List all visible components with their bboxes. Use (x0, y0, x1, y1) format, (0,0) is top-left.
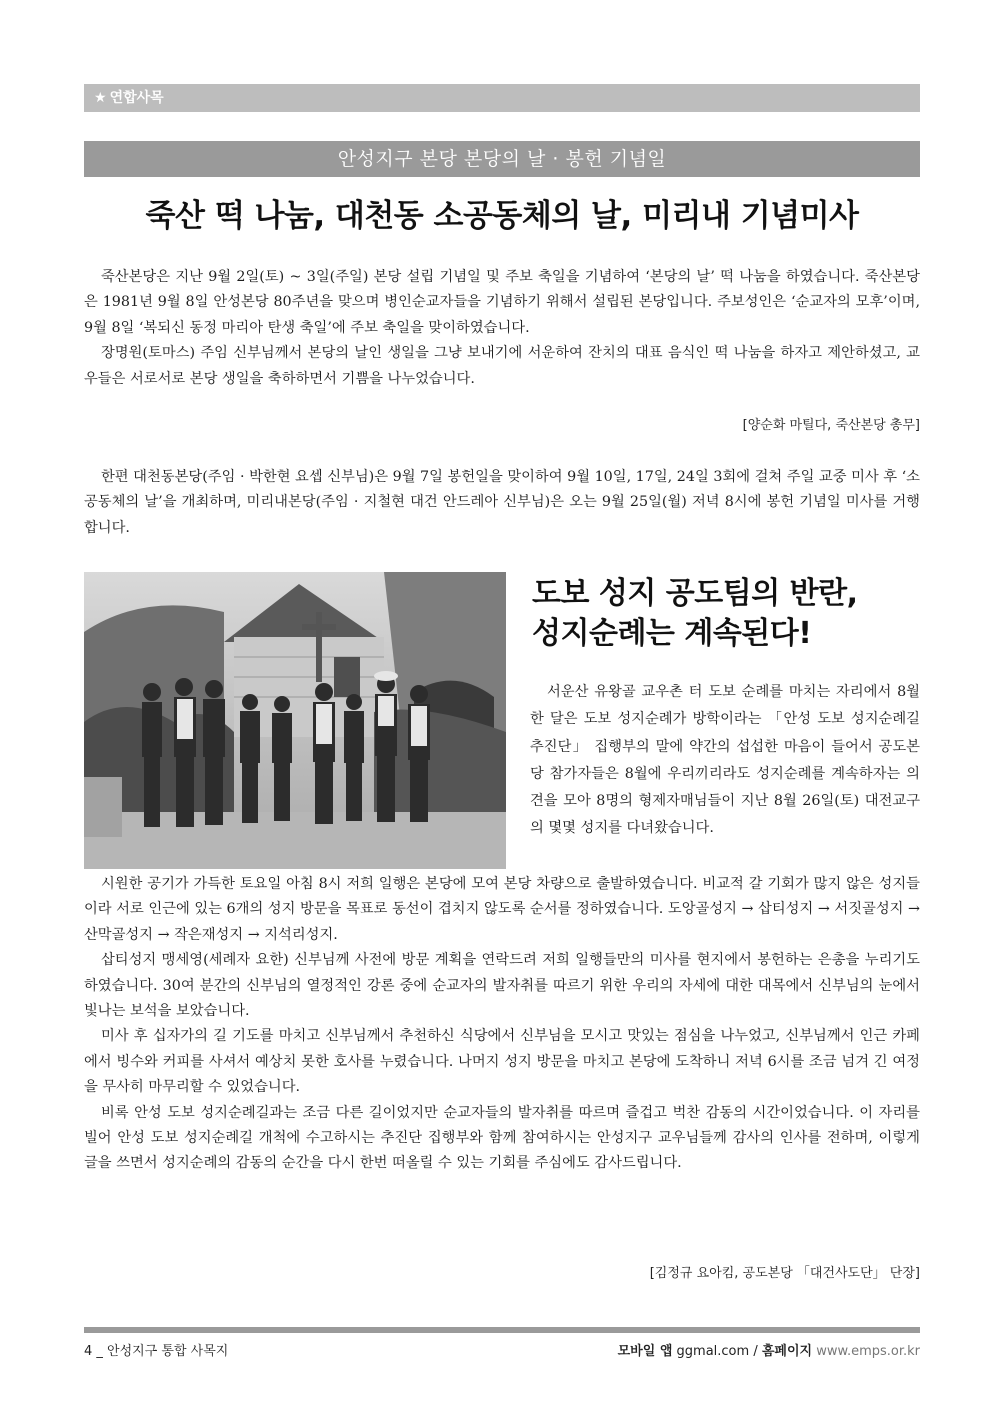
footer-separator: / (753, 1344, 758, 1359)
article1-body (84, 265, 920, 392)
article3-column-paragraph: 서운산 유왕골 교우촌 터 도보 순례를 마치는 자리에서 8월 한 달은 도보 성지순례가 방학이라는 「안성 도보 성지순례길 추진단」 집행부의 말에 약간의 섭섭한 마음이 들어서 공도본당 참가자들은 8월에 우리끼리라도 성지순례를 계속하자는 의견을 모아 8명의 형제자매님들이 지난 8월 26일(토) 대전교구의 몇몇 성지를 다녀왔습니다. (530, 684, 920, 837)
section-header-bar (84, 84, 920, 112)
article3-byline: [김정규 요아킴, 공도본당 「대건사도단」 단장] (649, 1266, 920, 1281)
article3-title-line2: 성지순례는 계속된다! (532, 616, 812, 651)
article2-paragraph: 한편 대천동본당(주임 · 박한현 요셉 신부님)은 9월 7일 봉헌일을 맞이하여 9월 10일, 17일, 24일 3회에 걸쳐 주일 교중 미사 후 ‘소공동체의 날’을 개최하며, 미리내본당(주임 · 지철현 대건 안드레아 신부님)은 오는 9월 25일(월) 저녁 8시에 봉헌 기념일 미사를 거행합니다. (84, 469, 920, 536)
footer-homepage-label: 홈페이지 (761, 1344, 813, 1359)
article3-paragraph: 시원한 공기가 가득한 토요일 아침 8시 저희 일행은 본당에 모여 본당 차량으로 출발하였습니다. 비교적 갈 기회가 많지 않은 성지들이라 서로 인근에 있는 6개의 성지 방문을 목표로 동선이 겹치지 않도록 순서를 정하였습니다. 도앙골성지 → 삽티성지 → 서짓골성지 → 산막골성지 → 작은재성지 → 지석리성지. (84, 876, 920, 943)
article3-paragraph: 미사 후 십자가의 길 기도를 마치고 신부님께서 추천하신 식당에서 신부님을 모시고 맛있는 점심을 나누었고, 신부님께서 인근 카페에서 빙수와 커피를 사셔서 예상치 못한 호사를 누렸습니다. 나머지 성지 방문을 마치고 본당에 도착하니 저녁 6시를 조금 넘겨 긴 여정을 무사히 마무리할 수 있었습니다. (84, 1028, 920, 1096)
footer-homepage-link[interactable]: www.emps.or.kr (816, 1344, 920, 1359)
article3-column-body (530, 679, 920, 843)
article1-byline: [양순화 마틸다, 죽산본당 총무] (742, 418, 920, 433)
article3-body (84, 872, 920, 1177)
article1-paragraph: 죽산본당은 지난 9월 2일(토) ~ 3일(주일) 본당 설립 기념일 및 주보 축일을 기념하여 ‘본당의 날’ 떡 나눔을 하였습니다. 죽산본당은 1981년 9월 8일 안성본당 80주년을 맞으며 병인순교자들을 기념하기 위해서 설립된 본당입니다. 주보성인은 ‘순교자의 모후’이며, 9월 8일 ‘복되신 동정 마리아 탄생 축일’에 주보 축일을 맞이하였습니다. (84, 269, 920, 336)
article3-paragraph: 비록 안성 도보 성지순례길과는 조금 다른 길이었지만 순교자들의 발자취를 따르며 즐겁고 벅찬 감동의 시간이었습니다. 이 자리를 빌어 안성 도보 성지순례길 개척에 수고하시는 추진단 집행부와 함께 참여하시는 안성지구 교우님들께 감사의 인사를 전하며, 이렇게 글을 쓰면서 성지순례의 감동의 순간을 다시 한번 떠올릴 수 있는 기회를 주심에도 감사드립니다. (84, 1104, 920, 1172)
star-icon: ★ (94, 90, 107, 106)
article3-paragraph: 삽티성지 맹세영(세례자 요한) 신부님께 사전에 방문 계획을 연락드려 저희 일행들만의 미사를 현지에서 봉헌하는 은총을 누리기도 하였습니다. 30여 분간의 신부님의 열정적인 강론 중에 순교자의 발자취를 따르기 위한 우리의 자세에 대한 대목에서 신부님의 눈에서 빛나는 보석을 보았습니다. (84, 952, 920, 1020)
article3-title-line1: 도보 성지 공도팀의 반란, (532, 576, 858, 611)
section-label: 연합사목 (109, 90, 164, 106)
article-subtitle-bar: 안성지구 본당 본당의 날 · 봉헌 기념일 (84, 141, 920, 177)
group-photo-image (84, 572, 506, 869)
footer-page-label: 4 _ 안성지구 통합 사목지 (84, 1344, 229, 1359)
group-photo (84, 572, 506, 869)
footer-app-link[interactable]: ggmal.com (676, 1344, 750, 1359)
article2-body (84, 465, 920, 541)
footer-divider (84, 1327, 920, 1333)
main-title: 죽산 떡 나눔, 대천동 소공동체의 날, 미리내 기념미사 (145, 198, 859, 234)
footer-links (618, 1340, 920, 1359)
article1-paragraph: 장명원(토마스) 주임 신부님께서 본당의 날인 생일을 그냥 보내기에 서운하여 잔치의 대표 음식인 떡 나눔을 하자고 제안하셨고, 교우들은 서로서로 본당 생일을 축하하면서 기쁨을 나누었습니다. (84, 345, 920, 387)
footer-app-label: 모바일 앱 (617, 1344, 673, 1359)
article3-title (532, 574, 922, 654)
